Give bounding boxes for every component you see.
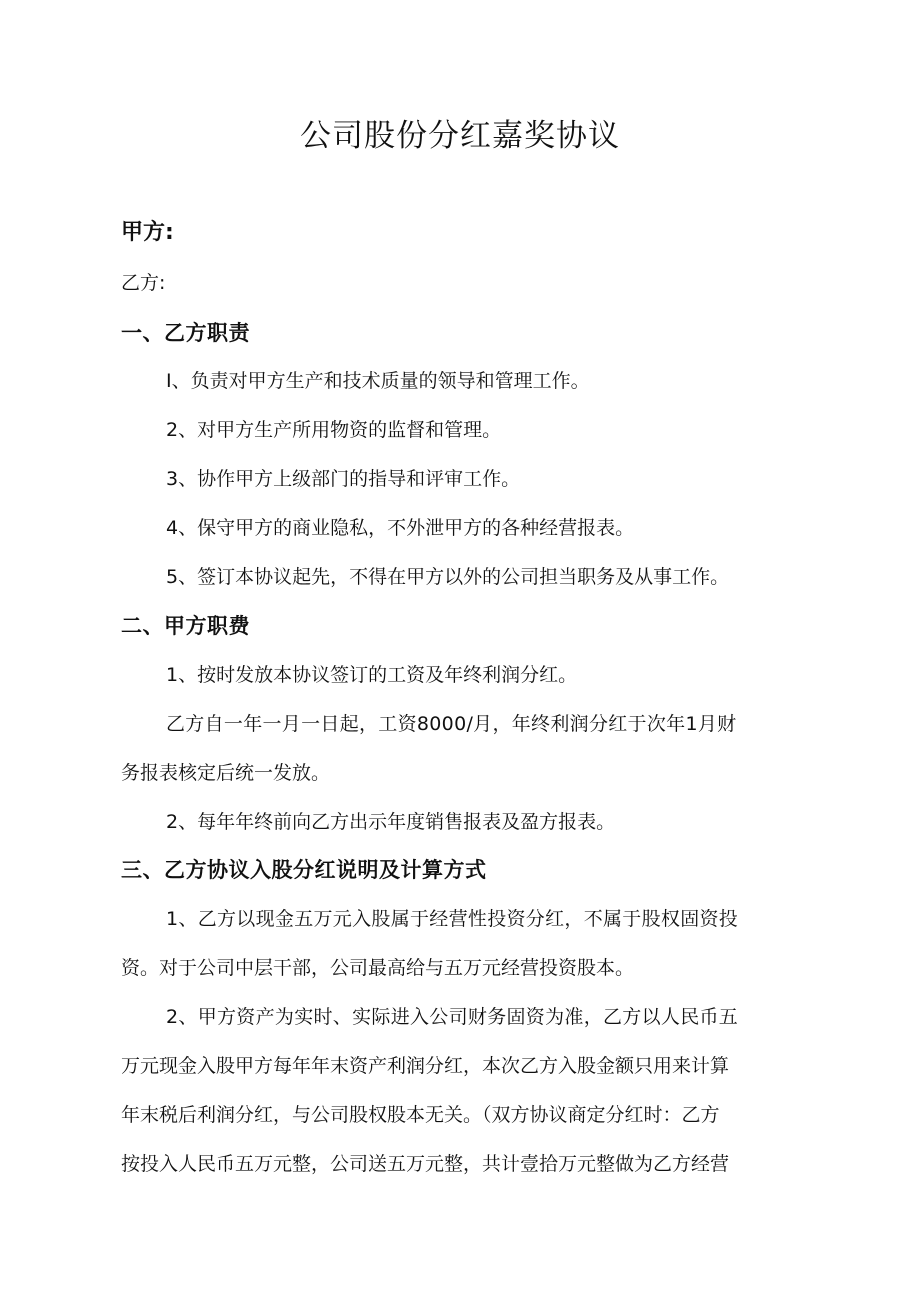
section-1-item-2: 2、对甲方生产所用物资的监督和管理。: [166, 419, 502, 441]
document-title: 公司股份分红嘉奖协议: [300, 118, 620, 154]
party-a-label: 甲方:: [121, 220, 174, 245]
section-1-item-4: 4、保守甲方的商业隐私，不外泄甲方的各种经营报表。: [166, 517, 635, 539]
section-2-item-2: 2、每年年终前向乙方出示年度销售报表及盈方报表。: [166, 811, 616, 833]
section-2-heading: 二、甲方职费: [121, 614, 250, 638]
section-3-item-2-line-1: 2、甲方资产为实时、实际进入公司财务固资为准，乙方以人民币五: [166, 1006, 739, 1028]
section-1-heading: 一、乙方职责: [121, 321, 250, 345]
party-b-label: 乙方:: [121, 272, 166, 294]
section-2-paragraph-line-2: 务报表核定后统一发放。: [121, 762, 331, 784]
section-2-item-1: 1、按时发放本协议签订的工资及年终利润分红。: [166, 664, 578, 686]
section-3-item-2-line-4: 按投入人民币五万元整，公司送五万元整，共计壹拾万元整做为乙方经营: [121, 1153, 730, 1175]
section-3-item-1-line-1: 1、乙方以现金五万元入股属于经营性投资分红，不属于股权固资投: [166, 908, 739, 930]
section-1-item-1: I、负责对甲方生产和技术质量的领导和管理工作。: [166, 370, 590, 392]
section-3-heading: 三、乙方协议入股分红说明及计算方式: [121, 858, 487, 882]
section-3-item-2-line-3: 年末税后利润分红，与公司股权股本无关。（双方协议商定分红时：乙方: [121, 1104, 720, 1126]
section-3-item-2-line-2: 万元现金入股甲方每年年末资产利润分红，本次乙方入股金额只用来计算: [121, 1055, 730, 1077]
section-1-item-3: 3、协作甲方上级部门的指导和评审工作。: [166, 468, 521, 490]
section-2-paragraph-line-1: 乙方自一年一月一日起，工资8000/月，年终利润分红于次年1月财: [166, 713, 737, 735]
section-1-item-5: 5、签订本协议起先，不得在甲方以外的公司担当职务及从事工作。: [166, 566, 730, 588]
section-3-item-1-line-2: 资。对于公司中层干部，公司最高给与五万元经营投资股本。: [121, 957, 635, 979]
